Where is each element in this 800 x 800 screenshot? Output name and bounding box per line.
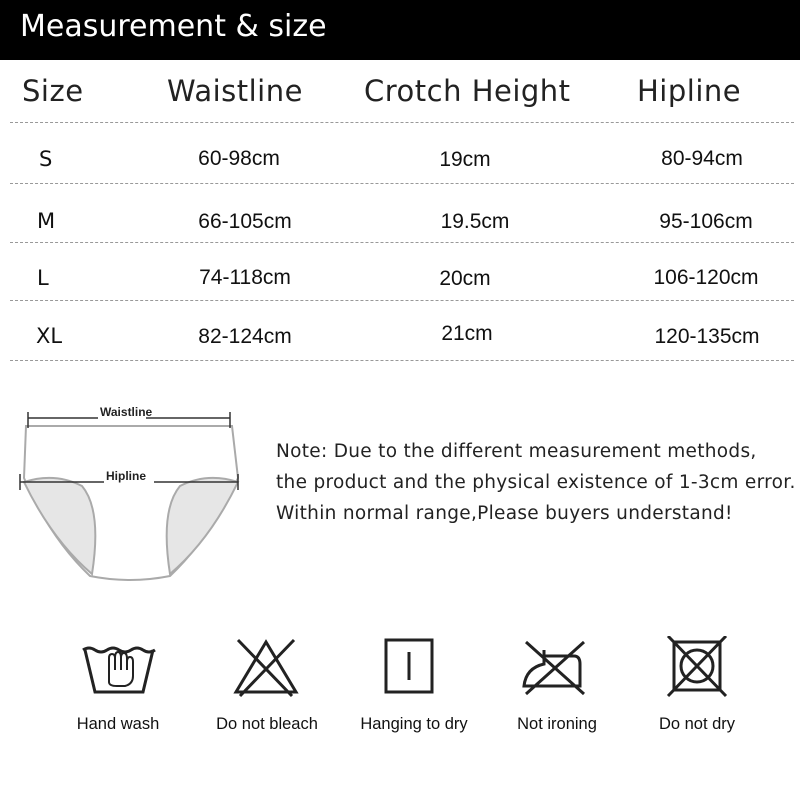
- leg-opening-left: [24, 478, 95, 574]
- row-divider: [10, 300, 794, 301]
- hipline-cell: 106-120cm: [653, 266, 759, 289]
- no-iron-icon: [518, 636, 598, 698]
- waistline-cell: 66-105cm: [198, 210, 292, 233]
- panty-measurement-diagram: [10, 398, 250, 588]
- waistline-cell: 74-118cm: [199, 266, 291, 289]
- do-not-tumble-dry-icon: [656, 636, 736, 698]
- crotch-height-cell: 19cm: [439, 148, 491, 171]
- hipline-cell: 120-135cm: [654, 325, 760, 348]
- size-cell: M: [37, 209, 56, 233]
- size-cell: L: [37, 266, 49, 290]
- column-header-crotch-height: Crotch Height: [364, 74, 571, 108]
- waistline-cell: 60-98cm: [198, 147, 280, 170]
- crotch-height-cell: 20cm: [439, 267, 491, 290]
- row-divider: [10, 183, 794, 184]
- hand-wash-icon: [79, 636, 159, 698]
- waistline-label: Waistline: [100, 405, 153, 419]
- care-label-not-ironing: Not ironing: [517, 715, 597, 733]
- waistline-cell: 82-124cm: [198, 325, 292, 348]
- size-cell: XL: [36, 324, 63, 348]
- care-label-do-not-dry: Do not dry: [658, 715, 736, 733]
- row-divider: [10, 122, 794, 123]
- crotch-height-cell: 19.5cm: [440, 210, 510, 233]
- hipline-cell: 80-94cm: [661, 147, 743, 170]
- column-header-size: Size: [22, 74, 84, 108]
- care-label-do-not-bleach: Do not bleach: [216, 715, 318, 733]
- column-header-waistline: Waistline: [167, 74, 303, 108]
- hang-dry-icon: [371, 636, 451, 698]
- hipline-cell: 95-106cm: [659, 210, 753, 233]
- column-header-hipline: Hipline: [637, 74, 742, 108]
- size-cell: S: [39, 147, 53, 171]
- leg-opening-right: [167, 478, 238, 574]
- hipline-label: Hipline: [106, 469, 147, 483]
- crotch-height-cell: 21cm: [441, 322, 493, 345]
- note-line: Within normal range,Please buyers understand!: [276, 503, 733, 524]
- do-not-bleach-icon: [226, 636, 306, 698]
- care-label-hanging-to-dry: Hanging to dry: [360, 715, 468, 733]
- measurement-note: [276, 436, 800, 529]
- note-line: the product and the physical existence of 1-3cm error.: [276, 472, 796, 493]
- row-divider: [10, 242, 794, 243]
- care-label-hand-wash: Hand wash: [76, 715, 160, 733]
- note-line: Note: Due to the different measurement methods,: [276, 441, 757, 462]
- row-divider: [10, 360, 794, 361]
- page-title: Measurement & size: [20, 9, 327, 44]
- header-bar: [0, 0, 800, 60]
